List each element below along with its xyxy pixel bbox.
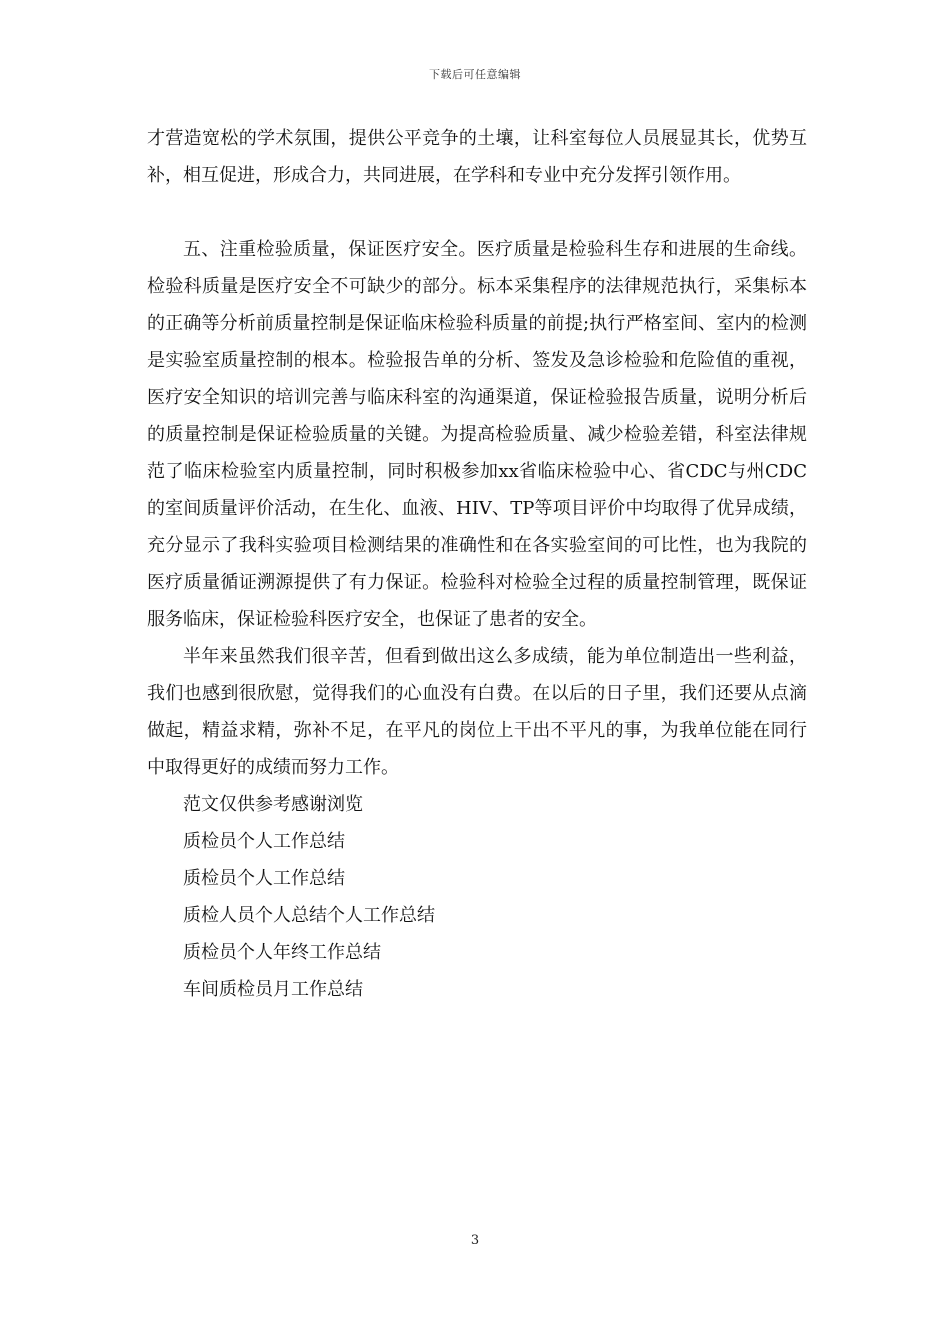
page-number: 3 [470, 1233, 480, 1248]
page-header: 下载后可任意编辑 [429, 68, 521, 81]
related-article-link[interactable]: 质检员个人年终工作总结 [183, 942, 381, 963]
related-article-link[interactable]: 质检员个人工作总结 [183, 831, 345, 852]
related-article-link[interactable]: 质检人员个人总结个人工作总结 [183, 905, 435, 926]
disclaimer-text: 范文仅供参考感谢浏览 [183, 794, 363, 815]
paragraph-conclusion: 半年来虽然我们很辛苦，但看到做出这么多成绩，能为单位制造出一些利益，我们也感到很欣慰，觉得我们的心血没有白费。在以后的日子里，我们还要从点滴做起，精益求精，弥补不足，在平凡的岗位上干出不平凡的事，为我单位能在同行中取得更好的成绩而努力工作。 [147, 646, 807, 778]
document-body [147, 120, 807, 1008]
related-article-link[interactable]: 车间质检员月工作总结 [183, 979, 363, 1000]
paragraph-continuation: 才营造宽松的学术氛围，提供公平竞争的土壤，让科室每位人员展显其长，优势互补，相互促进，形成合力，共同进展，在学科和专业中充分发挥引领作用。 [147, 128, 807, 186]
paragraph-quality-control: 五、注重检验质量，保证医疗安全。医疗质量是检验科生存和进展的生命线。检验科质量是医疗安全不可缺少的部分。标本采集程序的法律规范执行，采集标本的正确等分析前质量控制是保证临床检验科质量的前提;执行严格室间、室内的检测是实验室质量控制的根本。检验报告单的分析、签发及急诊检验和危险值的重视，医疗安全知识的培训完善与临床科室的沟通渠道，保证检验报告质量，说明分析后的质量控制是保证检验质量的关键。为提高检验质量、减少检验差错，科室法律规范了临床检验室内质量控制，同时积极参加xx省临床检验中心、省CDC与州CDC的室间质量评价活动，在生化、血液、HIV、TP等项目评价中均取得了优异成绩，充分显示了我科实验项目检测结果的准确性和在各实验室间的可比性，也为我院的医疗质量循证溯源提供了有力保证。检验科对检验全过程的质量控制管理，既保证服务临床，保证检验科医疗安全，也保证了患者的安全。 [147, 239, 807, 630]
related-article-link[interactable]: 质检员个人工作总结 [183, 868, 345, 889]
